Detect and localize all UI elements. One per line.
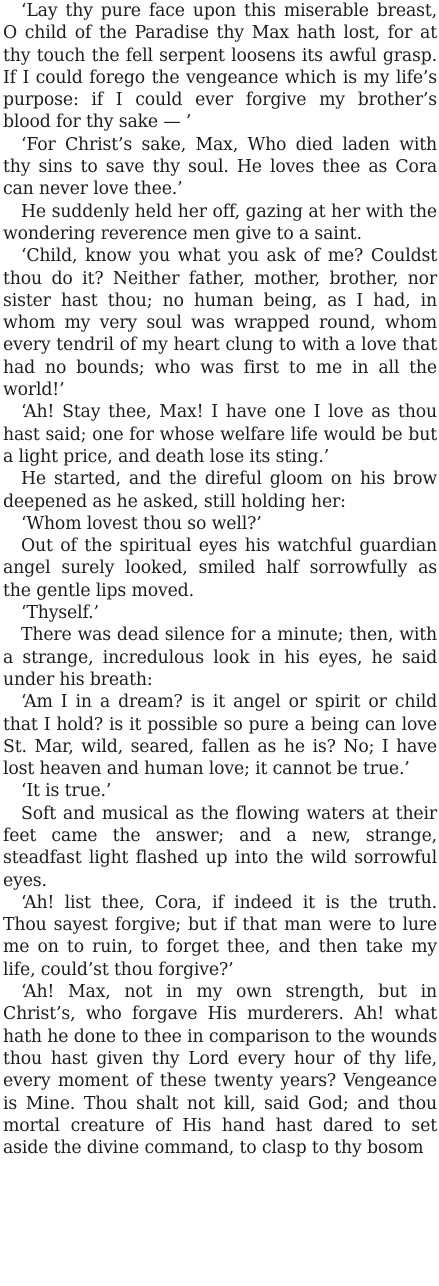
paragraph-11: ‘Am I in a dream? is it angel or spirit or child that I hold? is it possible so pure a being can love St. Mar, wild, seared, fallen as he is? No; I have lost heaven and human love; it cannot be true.’	[3, 692, 437, 780]
paragraph-12: ‘It is true.’	[21, 781, 112, 802]
paragraph-9: ‘Thyself.’	[21, 603, 99, 624]
paragraph-4: ‘Child, know you what you ask of me? Couldst thou do it? Neither father, mother, brother, nor sister hast thou; no human being, as I had, in whom my very soul was wrapped round, whom every tendril of my heart clung to with a love that had no bounds; who was first to me in all the world!’	[3, 246, 437, 401]
paragraph-2: ‘For Christ’s sake, Max, Who died laden with thy sins to save thy soul. He loves thee as Cora can never love thee.’	[3, 134, 437, 200]
paragraph-5: ‘Ah! Stay thee, Max! I have one I love as thou hast said; one for whose welfare life would be but a light price, and death lose its sting.’	[3, 402, 437, 467]
paragraph-8: Out of the spiritual eyes his watchful guardian angel surely looked, smiled half sorrowfully as the gentle lips moved.	[3, 536, 437, 601]
paragraph-14: ‘Ah! list thee, Cora, if indeed it is the truth. Thou sayest forgive; but if that man were to lure me on to ruin, to forget thee, and then take my life, could’st thou forgive?’	[3, 892, 437, 980]
paragraph-1: ‘Lay thy pure face upon this miserable breast, O child of the Paradise thy Max hath lost, for at thy touch the fell serpent loosens its awful grasp. If I could forego the vengeance which is my life’s purpose: if I could ever forgive my brother’s blood for thy sake — ’	[3, 1, 437, 133]
paragraph-3: He suddenly held her off, gazing at her with the wondering reverence men give to a saint.	[3, 201, 437, 244]
paragraph-13: Soft and musical as the flowing waters at their feet came the answer; and a new, strange, steadfast light flashed up into the wild sorrowful eyes.	[3, 803, 437, 891]
paragraph-7: ‘Whom lovest thou so well?’	[21, 513, 262, 534]
paragraph-6: He started, and the direful gloom on his brow deepened as he asked, still holding her:	[3, 469, 437, 512]
paragraph-10: There was dead silence for a minute; then, with a strange, incredulous look in his eyes, he said under his breath:	[3, 625, 437, 690]
paragraph-15: ‘Ah! Max, not in my own strength, but in Christ’s, who forgave His murderers. Ah! what hath he done to thee in comparison to the wounds thou hast given thy Lord every hour of thy life, every moment of these twenty years? Vengeance is Mine. Thou shalt not kill, said God; and thou mortal creature of His hand hast dared to set aside the divine command, to clasp to thy bosom	[3, 982, 437, 1159]
